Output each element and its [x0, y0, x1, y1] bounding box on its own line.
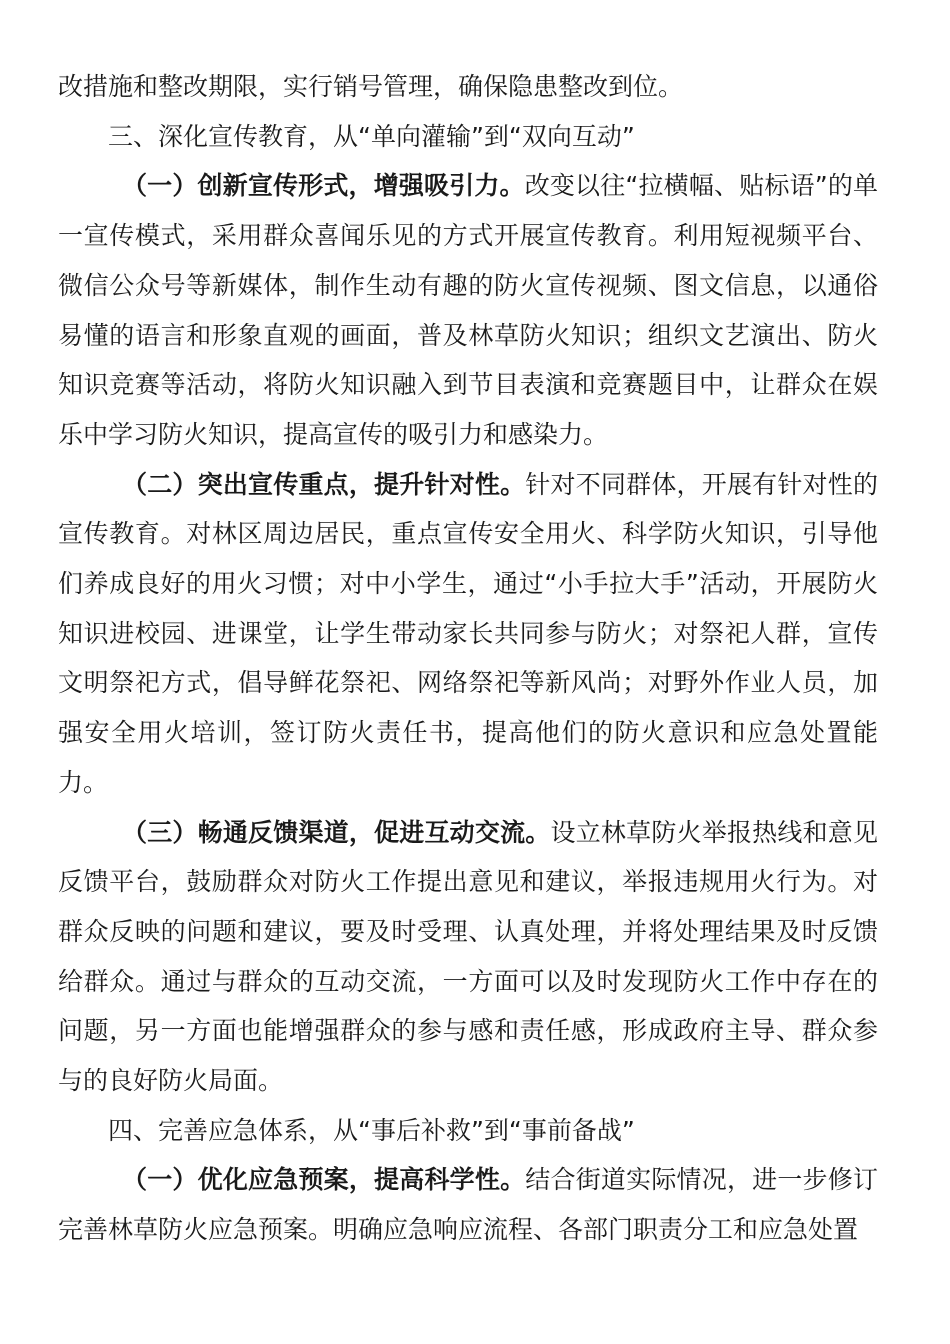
document-page — [58, 62, 878, 1255]
subsection-lead: （一）优化应急预案，提高科学性。 — [122, 1165, 526, 1195]
subsection-body: 改变以往“拉横幅、贴标语”的单一宣传模式，采用群众喜闻乐见的方式开展宣传教育。利用短视频平台、微信公众号等新媒体，制作生动有趣的防火宣传视频、图文信息，以通俗易懂的语言和形象直观的画面，普及林草防火知识；组织文艺演出、防火知识竞赛等活动，将防火知识融入到节目表演和竞赛题目中，让群众在娱乐中学习防火知识，提高宣传的吸引力和感染力。 — [58, 171, 878, 449]
subsection-lead: （三）畅通反馈渠道，促进互动交流。 — [122, 817, 551, 847]
subsection-lead: （一）创新宣传形式，增强吸引力。 — [122, 171, 525, 201]
subsection-body: 设立林草防火举报热线和意见反馈平台，鼓励群众对防火工作提出意见和建议，举报违规用火行为。对群众反映的问题和建议，要及时受理、认真处理，并将处理结果及时反馈给群众。通过与群众的互动交流，一方面可以及时发现防火工作中存在的问题，另一方面也能增强群众的参与感和责任感，形成政府主导、群众参与的良好防火局面。 — [58, 817, 878, 1096]
subsection-lead: （二）突出宣传重点，提升针对性。 — [122, 469, 526, 499]
subsection-body: 结合街道实际情况，进一步修订完善林草防火应急预案。明确应急响应流程、各部门职责分工和应急处置 — [58, 1165, 878, 1245]
paragraph-continuation — [58, 62, 878, 112]
subsection-3-3 — [58, 808, 878, 1106]
paragraph-text: 改措施和整改期限，实行销号管理，确保隐患整改到位。 — [58, 72, 684, 101]
heading-text: 四、完善应急体系，从“事后补救”到“事前备战” — [108, 1115, 635, 1145]
subsection-3-1 — [58, 161, 878, 459]
heading-text: 三、深化宣传教育，从“单向灌输”到“双向互动” — [108, 121, 635, 151]
subsection-4-1 — [58, 1155, 878, 1254]
section-heading-4 — [58, 1106, 878, 1156]
section-heading-3 — [58, 112, 878, 162]
subsection-3-2 — [58, 460, 878, 808]
subsection-body: 针对不同群体，开展有针对性的宣传教育。对林区周边居民，重点宣传安全用火、科学防火知识，引导他们养成良好的用火习惯；对中小学生，通过“小手拉大手”活动，开展防火知识进校园、进课堂，让学生带动家长共同参与防火；对祭祀人群，宣传文明祭祀方式，倡导鲜花祭祀、网络祭祀等新风尚；对野外作业人员，加强安全用火培训，签订防火责任书，提高他们的防火意识和应急处置能力。 — [58, 469, 878, 797]
